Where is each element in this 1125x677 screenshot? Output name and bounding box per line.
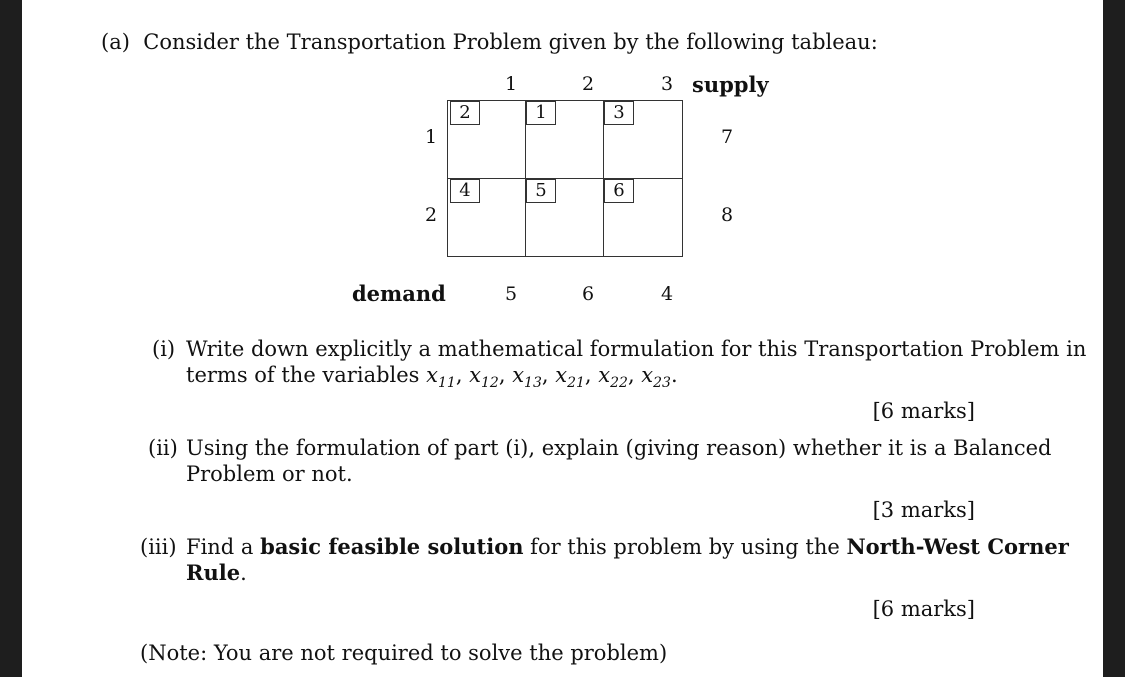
question-iii-text-mid: for this problem by using the <box>523 535 847 559</box>
question-iii-line2 <box>186 560 247 586</box>
row-label-1: 1 <box>425 126 438 148</box>
variable-x11: $x_{11}$ <box>426 363 456 392</box>
supply-row-2: 8 <box>721 204 734 226</box>
cost-r2-c3: 6 <box>604 179 634 203</box>
question-iii-text-pre: Find a <box>186 535 261 559</box>
supply-header: supply <box>692 72 769 97</box>
cost-r2-c2: 5 <box>526 179 556 203</box>
question-i-line2: terms of the variables $x_{11}$, $x_{12}$, $x_{13}$, $x_{21}$, $x_{22}$, $x_{23}$. <box>186 363 678 392</box>
question-i-line2-text: terms of the variables <box>186 363 420 387</box>
question-i-label: (i) <box>152 337 176 361</box>
cost-r1-c3: 3 <box>604 101 634 125</box>
question-iii-text-end: . <box>240 561 247 585</box>
question-iii-label: (iii) <box>140 535 177 559</box>
demand-col-1: 5 <box>504 283 518 305</box>
col-label-1: 1 <box>504 73 518 95</box>
col-label-3: 3 <box>660 73 674 95</box>
question-iii-line1 <box>186 534 1069 560</box>
document-page <box>22 0 1103 677</box>
note-text: (Note: You are not required to solve the problem) <box>140 641 668 665</box>
cell-r2-c2 <box>525 178 604 257</box>
row-label-2: 2 <box>425 204 438 226</box>
question-iii-bold-rule: Rule <box>186 560 241 585</box>
part-a-intro: Consider the Transportation Problem given by the following tableau: <box>143 30 878 54</box>
question-i-line1: Write down explicitly a mathematical formulation for this Transportation Problem in <box>186 337 1087 361</box>
cost-r1-c1: 2 <box>450 101 480 125</box>
cost-r1-c2: 1 <box>526 101 556 125</box>
cell-r1-c3 <box>603 100 683 179</box>
variable-x12: $x_{12}$ <box>469 363 499 392</box>
question-ii-line2: Problem or not. <box>186 462 353 486</box>
demand-label: demand <box>352 281 446 306</box>
variable-x13: $x_{13}$ <box>512 363 542 392</box>
question-ii-label: (ii) <box>148 436 178 460</box>
cell-r1-c2 <box>525 100 604 179</box>
question-ii-line1: Using the formulation of part (i), explain (giving reason) whether it is a Balanced <box>186 436 1052 460</box>
cell-r1-c1 <box>447 100 526 179</box>
col-label-2: 2 <box>581 73 595 95</box>
variable-x22: $x_{22}$ <box>598 363 628 392</box>
question-i-marks: [6 marks] <box>872 399 975 423</box>
variable-x23: $x_{23}$ <box>641 363 671 392</box>
demand-col-2: 6 <box>581 283 595 305</box>
part-a-label: (a) <box>101 30 130 54</box>
demand-col-3: 4 <box>660 283 674 305</box>
cell-r2-c3 <box>603 178 683 257</box>
question-iii-bold-bfs: basic feasible solution <box>260 534 524 559</box>
question-iii-bold-nwc: North-West Corner <box>846 534 1069 559</box>
supply-row-1: 7 <box>721 126 734 148</box>
question-ii-marks: [3 marks] <box>872 498 975 522</box>
cost-r2-c1: 4 <box>450 179 480 203</box>
part-a-heading <box>101 29 878 55</box>
variable-x21: $x_{21}$ <box>555 363 585 392</box>
question-iii-marks: [6 marks] <box>872 597 975 621</box>
cell-r2-c1 <box>447 178 526 257</box>
